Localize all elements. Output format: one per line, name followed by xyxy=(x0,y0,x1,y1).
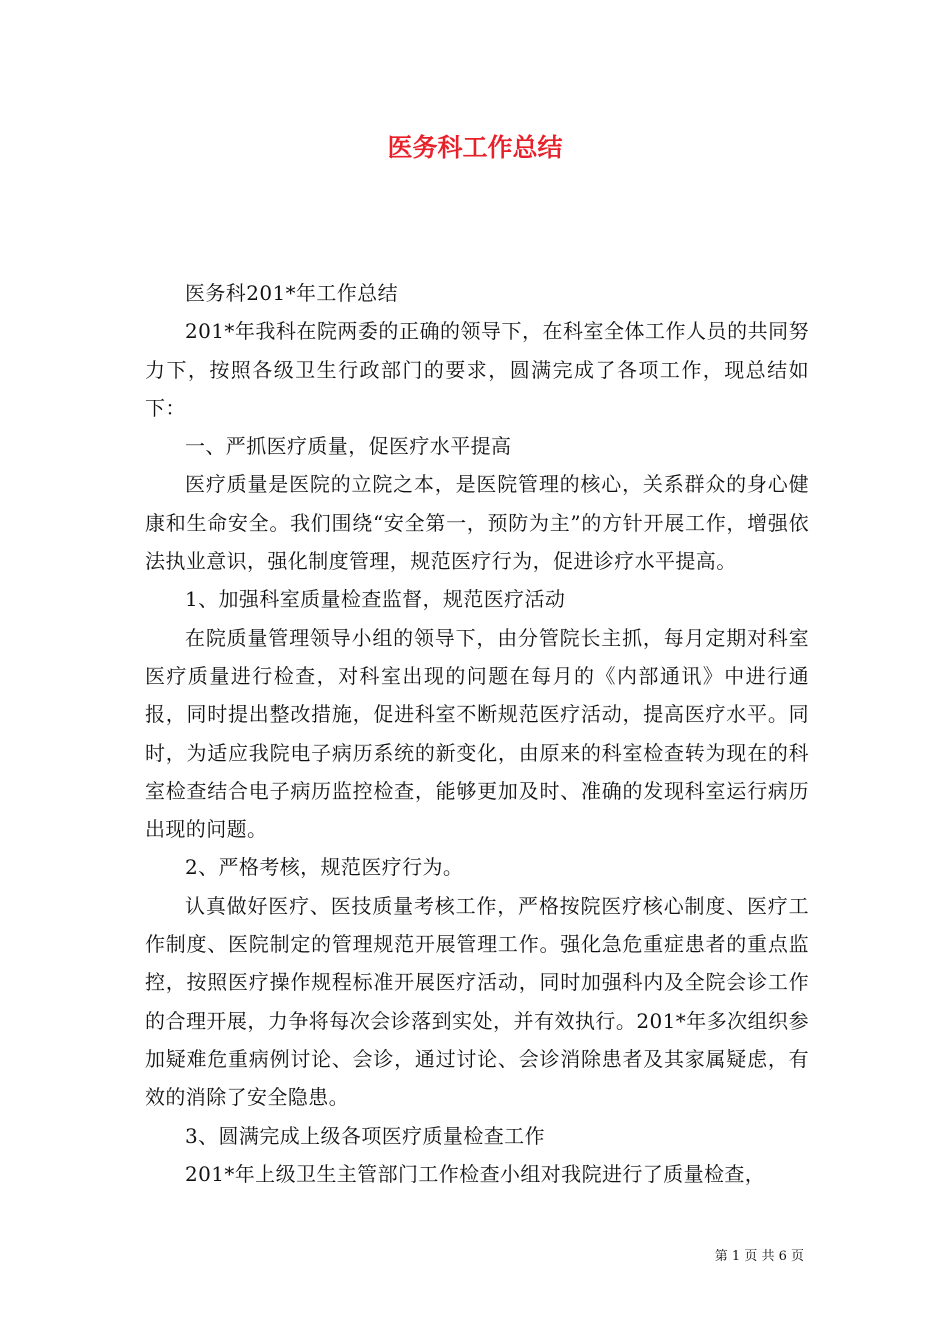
paragraph-inspection: 在院质量管理领导小组的领导下，由分管院长主抓，每月定期对科室医疗质量进行检查，对科室出现的问题在每月的《内部通讯》中进行通报，同时提出整改措施，促进科室不断规范医疗活动，提高医疗水平。同时，为适应我院电子病历系统的新变化，由原来的科室检查转为现在的科室检查结合电子病历监控检查，能够更加及时、准确的发现科室运行病历出现的问题。 xyxy=(145,625,809,842)
paragraph-assessment: 认真做好医疗、医技质量考核工作，严格按院医疗核心制度、医疗工作制度、医院制定的管理规范开展管理工作。强化急危重症患者的重点监控，按照医疗操作规程标准开展医疗活动，同时加强科内及全院会诊工作的合理开展，力争将每次会诊落到实处，并有效执行。201*年多次组织参加疑难危重病例讨论、会诊，通过讨论、会诊消除患者及其家属疑虑，有效的消除了安全隐患。 xyxy=(145,893,809,1110)
paragraph-subtitle: 医务科201*年工作总结 xyxy=(185,281,398,305)
paragraph-superior-check: 201*年上级卫生主管部门工作检查小组对我院进行了质量检查， xyxy=(185,1161,766,1186)
document-title: 医务科工作总结 xyxy=(387,133,563,162)
subsection-heading-3: 3、圆满完成上级各项医疗质量检查工作 xyxy=(185,1123,545,1148)
section-heading-1: 一、严抓医疗质量，促医疗水平提高 xyxy=(185,434,512,459)
document-body xyxy=(145,274,809,1193)
subsection-heading-1: 1、加强科室质量检查监督，规范医疗活动 xyxy=(185,587,566,612)
page-number-footer: 第 1 页 共 6 页 xyxy=(714,1249,804,1264)
paragraph-quality: 医疗质量是医院的立院之本，是医院管理的核心，关系群众的身心健康和生命安全。我们围绕“安全第一，预防为主”的方针开展工作，增强依法执业意识，强化制度管理，规范医疗行为，促进诊疗水平提高。 xyxy=(145,472,809,574)
subsection-heading-2: 2、严格考核，规范医疗行为。 xyxy=(185,855,464,880)
paragraph-intro: 201*年我科在院两委的正确的领导下，在科室全体工作人员的共同努力下，按照各级卫生行政部门的要求，圆满完成了各项工作，现总结如下： xyxy=(145,319,809,420)
